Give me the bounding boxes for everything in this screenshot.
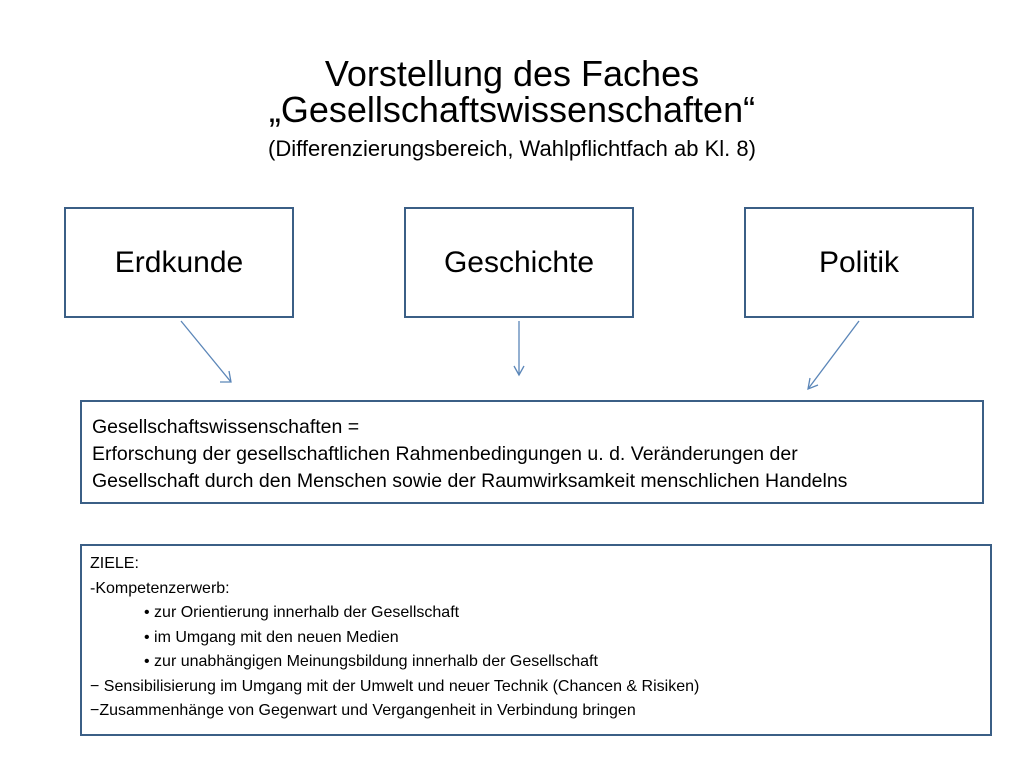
goals-bullet-2: • im Umgang mit den neuen Medien — [144, 628, 399, 646]
subtitle: (Differenzierungsbereich, Wahlpflichtfach ab Kl. 8) — [268, 136, 756, 161]
definition-line-3: Gesellschaft durch den Menschen sowie der Raumwirksamkeit menschlichen Handelns — [92, 470, 848, 492]
title-line-1: Vorstellung des Faches — [324, 53, 700, 94]
arrow-erdkunde — [181, 321, 231, 382]
goals-box — [80, 544, 992, 736]
title-line-2: „Gesellschaftswissenschaften“ — [268, 89, 756, 130]
goals-competence: -Kompetenzerwerb: — [90, 579, 230, 597]
goals-item-1: − Sensibilisierung im Umgang mit der Umwelt und neuer Technik (Chancen & Risiken) — [90, 677, 700, 695]
arrowhead-erdkunde — [220, 371, 231, 382]
subject-box-erdkunde: Erdkunde — [64, 207, 294, 318]
definition-line-2: Erforschung der gesellschaftlichen Rahmenbedingungen u. d. Veränderungen der — [92, 443, 798, 465]
arrowhead-politik — [808, 378, 818, 389]
goals-heading: ZIELE: — [90, 555, 139, 572]
goals-bullet-1: • zur Orientierung innerhalb der Gesellschaft — [144, 604, 460, 621]
arrowhead-geschichte — [514, 366, 524, 375]
goals-bullet-3: • zur unabhängigen Meinungsbildung innerhalb der Gesellschaft — [144, 653, 598, 670]
goals-item-2: −Zusammenhänge von Gegenwart und Vergangenheit in Verbindung bringen — [90, 702, 636, 719]
subject-box-geschichte: Geschichte — [404, 207, 634, 318]
slide-title — [0, 53, 1024, 164]
definition-line-1: Gesellschaftswissenschaften = — [92, 416, 360, 438]
arrow-politik — [808, 321, 859, 389]
definition-box — [80, 400, 984, 504]
subject-box-politik: Politik — [744, 207, 974, 318]
